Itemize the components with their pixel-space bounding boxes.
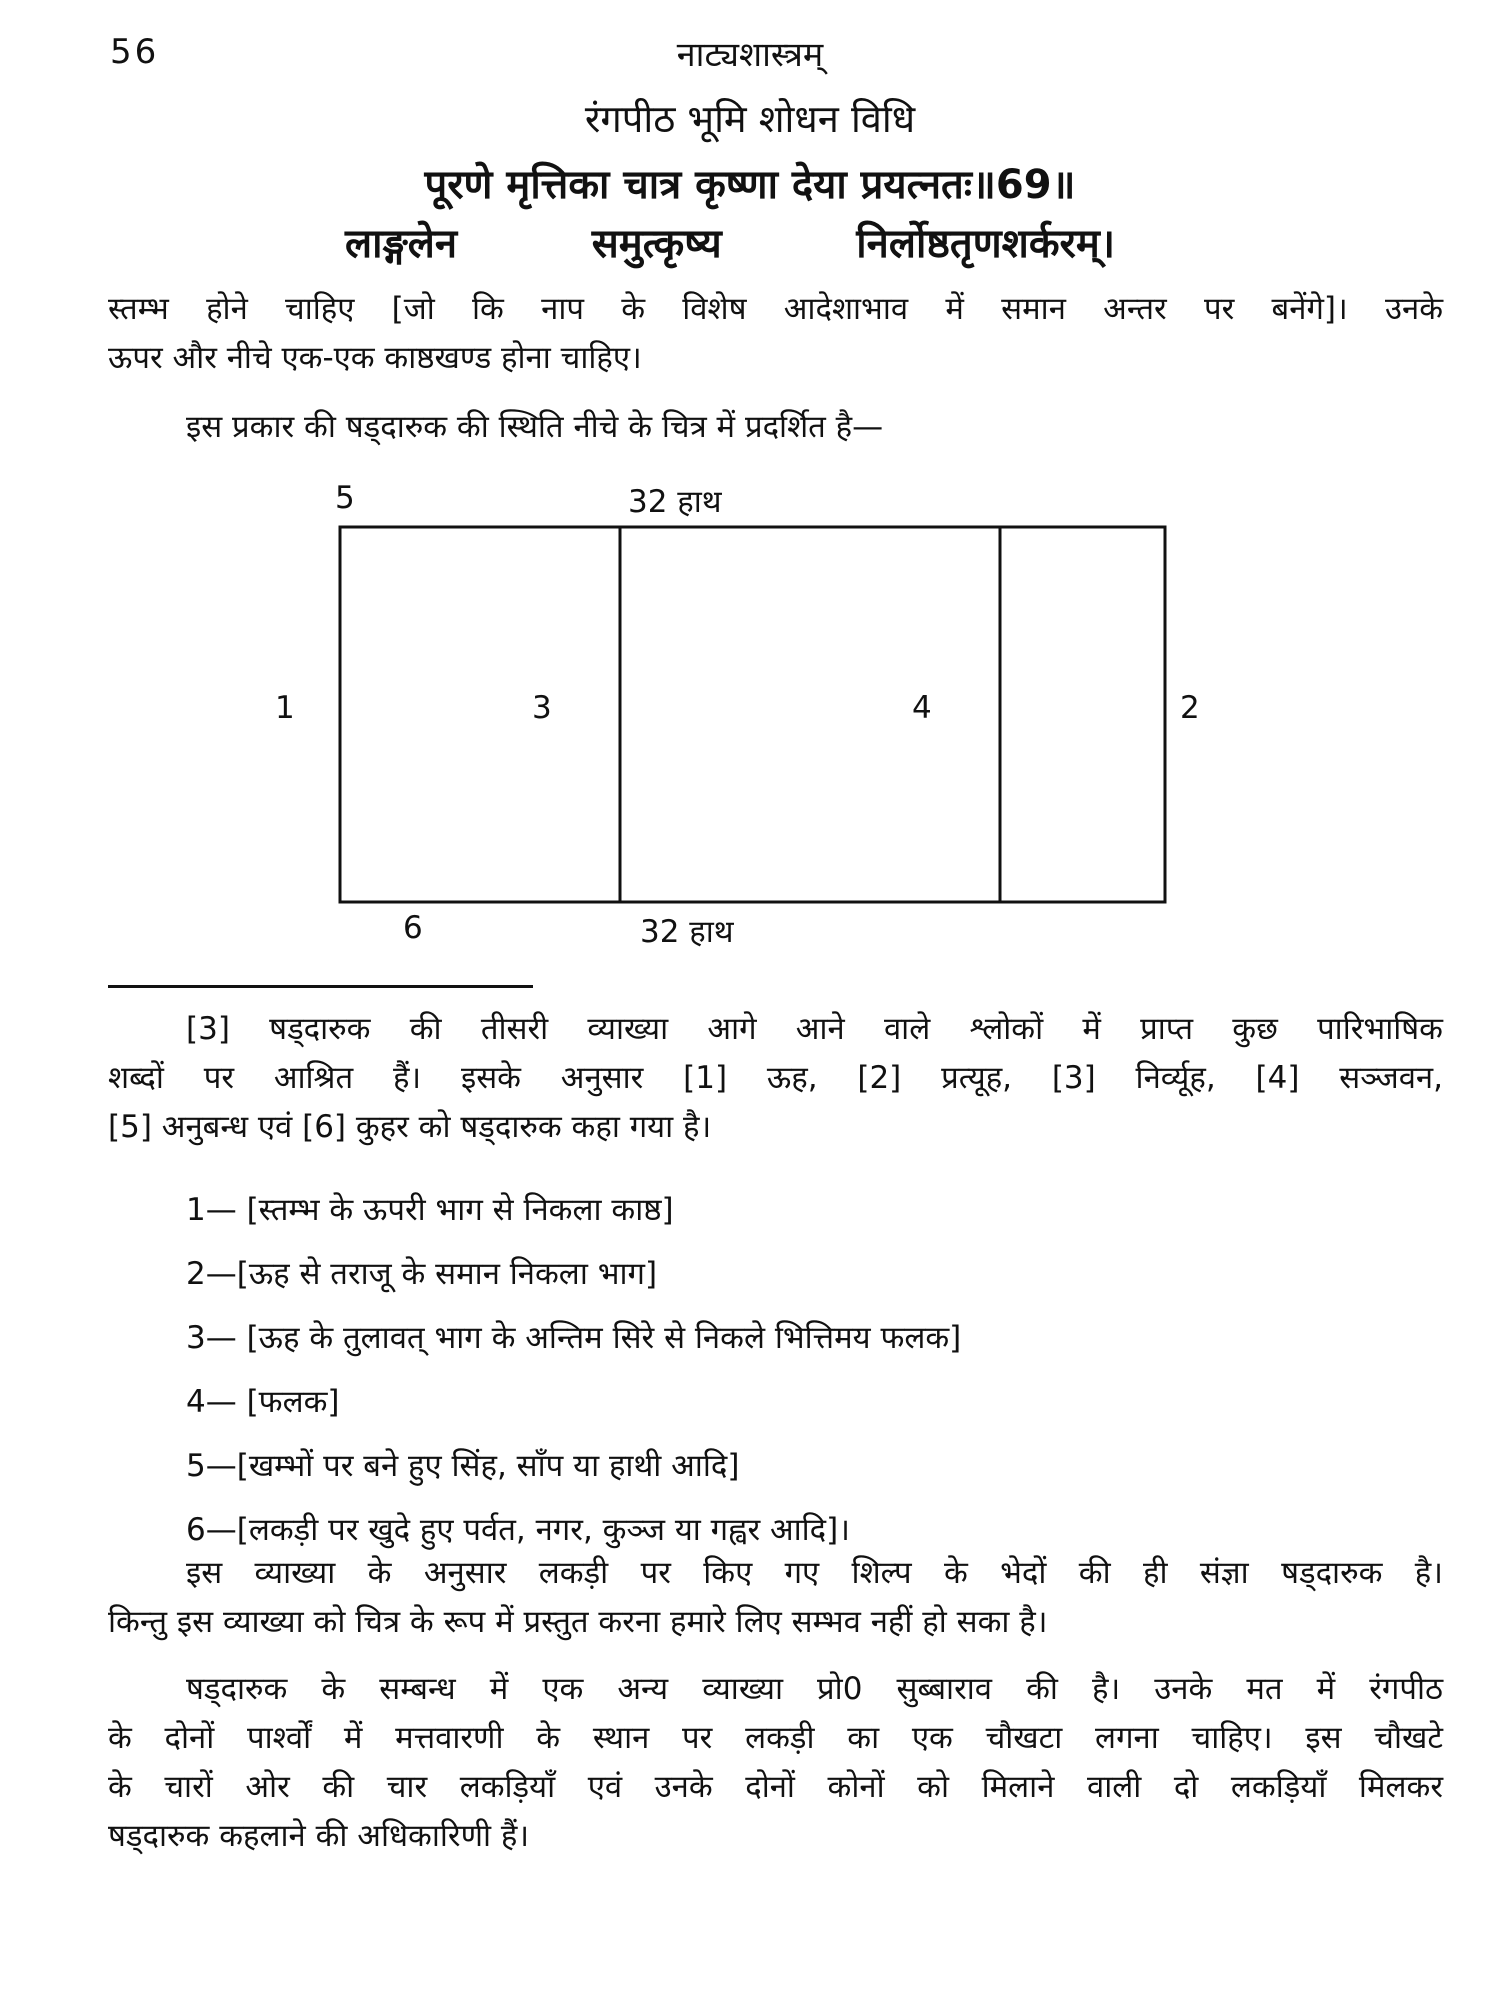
list-item: 1— [स्तम्भ के ऊपरी भाग से निकला काष्ठ] [186,1192,674,1228]
paragraph-line: षड्दारुक के सम्बन्ध में एक अन्य व्याख्या प्रो0 सुब्बाराव की है। उनके मत में रंगपीठ [186,1671,1443,1707]
label-panel-4: 4 [912,690,932,726]
label-bottom-left: 6 [403,910,423,946]
label-bottom-dimension: 32 हाथ [640,914,734,950]
verse-line-1: पूरणे मृत्तिका चात्र कृष्णा देया प्रयत्नतः॥69॥ [424,162,1076,208]
footnote-line: [3] षड्दारुक की तीसरी व्याख्या आगे आने वाले श्लोकों में प्राप्त कुछ पारिभाषिक [186,1011,1443,1047]
verse-line-2 [345,214,1115,269]
paragraph-line: षड्दारुक कहलाने की अधिकारिणी हैं। [108,1818,530,1854]
label-top-dimension: 32 हाथ [628,484,722,520]
paragraph-line: ऊपर और नीचे एक-एक काष्ठखण्ड होना चाहिए। [108,340,642,376]
footnote-paragraph [108,1005,1443,1152]
list-item: 6—[लकड़ी पर खुदे हुए पर्वत, नगर, कुञ्ज या गह्वर आदि]। [186,1512,850,1548]
paragraph-line: इस व्याख्या के अनुसार लकड़ी पर किए गए शिल्प के भेदों की ही संज्ञा षड्दारुक है। [186,1555,1443,1591]
footnote-divider [108,985,533,988]
verse-word: समुत्कृष्य [591,221,722,267]
running-head: नाट्यशास्त्रम् [676,35,824,75]
paragraph-4 [108,1549,1443,1647]
footnote-list [186,1178,961,1562]
paragraph-line: इस प्रकार की षड्दारुक की स्थिति नीचे के चित्र में प्रदर्शित है— [186,409,884,445]
outer-frame [340,527,1165,902]
paragraph-line: के चारों ओर की चार लकड़ियाँ एवं उनके दोनों कोनों को मिलाने वाली दो लकड़ियाँ मिलकर [108,1769,1443,1805]
list-item: 3— [ऊह के तुलावत् भाग के अन्तिम सिरे से निकले भित्तिमय फलक] [186,1320,962,1356]
footnote-line: [5] अनुबन्ध एवं [6] कुहर को षड्दारुक कहा गया है। [108,1109,712,1145]
diagram-frame [0,470,1500,950]
shaddaruka-diagram [0,470,1500,950]
list-item: 5—[खम्भों पर बने हुए सिंह, साँप या हाथी आदि] [186,1448,740,1484]
paragraph-2 [108,403,1443,452]
page-number: 56 [110,32,160,72]
verse-word: निर्लोष्ठतृणशर्करम्। [856,221,1115,267]
label-right: 2 [1180,690,1200,726]
label-panel-3: 3 [532,690,552,726]
paragraph-line: स्तम्भ होने चाहिए [जो कि नाप के विशेष आदेशाभाव में समान अन्तर पर बनेंगे]। उनके [108,291,1443,327]
paragraph-line: के दोनों पार्श्वों में मत्तवारणी के स्थान पर लकड़ी का एक चौखटा लगना चाहिए। इस चौखटे [108,1720,1443,1756]
list-item: 2—[ऊह से तराजू के समान निकला भाग] [186,1256,658,1292]
paragraph-5 [108,1665,1443,1861]
paragraph-line: किन्तु इस व्याख्या को चित्र के रूप में प्रस्तुत करना हमारे लिए सम्भव नहीं हो सका है। [108,1604,1048,1640]
list-item: 4— [फलक] [186,1384,340,1420]
section-title: रंगपीठ भूमि शोधन विधि [584,97,916,141]
paragraph-1 [108,285,1443,383]
label-left: 1 [275,690,295,726]
verse-word: लाङ्गलेन [345,221,458,267]
label-top-left: 5 [335,480,355,516]
footnote-line: शब्दों पर आश्रित हैं। इसके अनुसार [1] ऊह, [2] प्रत्यूह, [3] निर्व्यूह, [4] सञ्जवन, [108,1060,1443,1096]
